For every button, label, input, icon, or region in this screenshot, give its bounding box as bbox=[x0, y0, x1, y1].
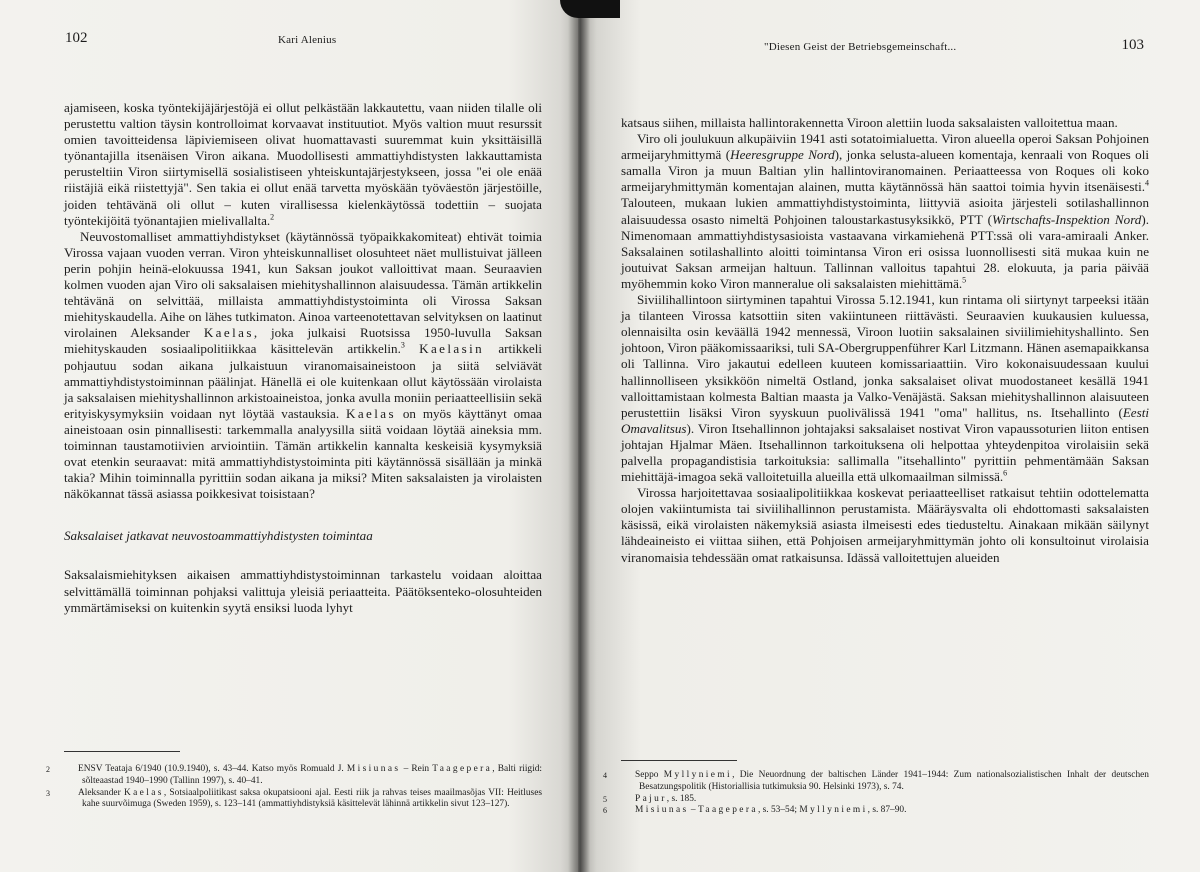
footnote: 2 ENSV Teataja 6/1940 (10.9.1940), s. 43–44. Katso myös Romuald J. Misiunas – Rein Taagepera, Balti riigid: sõlteaastad 1940–1990 (Tallinn 1997), s. 40–41. bbox=[46, 764, 543, 786]
author-name: Kaelas bbox=[203, 325, 254, 341]
spine-top bbox=[560, 0, 620, 18]
author-name: Kaelas bbox=[345, 405, 396, 421]
section-heading: Saksalaiset jatkavat neuvostoammattiyhdistysten toimintaa bbox=[64, 528, 373, 544]
page-number-right: 103 bbox=[1121, 37, 1144, 53]
paragraph: Siviilihallintoon siirtyminen tapahtui Virossa 5.12.1941, kun rintama oli siirtynyt tarpeeksi itään ja tilanteen Virossa katsottiin siten vakiintuneen riittävästi. Seuraavien kuukausien kuluessa, olennaisilta osin keväällä 1942 mennessä, Viroon luotiin saksalainen siviilimiehityshallinto. Sen johtoon, Viron pääkomissaariksi, tuli SA-Obergruppenführer Karl Litzmann. Hänen asemapaikkansa oli Tallinna. Viro jakautui edelleen kuuteen komissariaattiin. Viro kokonaisuudessaan kuului hallinnolliseen yksikköön nimeltä Ostland, jonka saksalaiset olivat muodostaneet kesällä 1941 valloittamistaan kolmesta Baltian maasta ja Valko-Venäjästä. Saksan miehityshallinnon alaisuuteen perustettiin lisäksi Viron syyskuun puolivälissä 1941 "oma" hallitus, ns. Itsehallinto (Eesti Omavalitsus). Viron Itsehallinnon johtajaksi saksalaiset nostivat Viron vapaussoturien liiton entisen johtajan Hjalmar Mäen. Itsehallinnon tarkoituksena oli helpottaa yhteydenpitoa virolaisiin sekä palvella propagandistisia tarkoituksia: sallimalla "itsehallinto" pyrittiin pehmentämään Saksan miehittäjä-imagoa sekä valloitetuilla alueilla että ulkomaailman silmissä.$^6$ bbox=[621, 292, 1149, 485]
footnote: 3 Aleksander Kaelas, Sotsiaalpoliitikast saksa okupatsiooni ajal. Eesti riik ja rahvas teises maailmasõjas VII: Heitluses kahe suurvõimuga (Sweden 1959), s. 123–141 (ammattiyhdistyksiä käsittelevät lähinnä artikkelin sivut 123–127). bbox=[46, 787, 542, 810]
running-head-right: "Diesen Geist der Betriebsgemeinschaft... bbox=[764, 41, 957, 53]
paragraph: Virossa harjoitettavaa sosiaalipolitiikkaa koskevat periaatteelliset ratkaisut tehtiin odottelematta olojen vakiintumista tai siviilihallinnon perustamista. Määräysvalta oli ehdottomasti saksalaisten käsissä, eikä virolaisten näkemyksiä asiasta ilmeisesti edes tiedusteltu. Ainakaan mikään säilynyt lähdeaineisto ei viittaa siihen, että Pohjoisen armeijaryhmittymän johto oli konsultoinut virolaisia viranomaisia tehdessään omat ratkaisunsa. Idässä valloitettujen alueiden bbox=[621, 485, 1149, 565]
page-number-left: 102 bbox=[65, 30, 88, 46]
paragraph: ajamiseen, koska työntekijäjärjestöjä ei ollut pelkästään lakkautettu, vaan niiden tilalle oli perustettu valtion täysin kontrolloimat korvaavat instituutiot. Myös valtion muut resurssit omien tavoitteidensa läpiviemiseen olivat huomattavasti suuremmat kuin yksittäisillä työnantajilla itsenäisen Viron aikana. Muodollisesti ammattiyhdistysten lakkauttamista perusteltiin Viron siirtymisellä sosialistiseen yhteiskuntajärjestykseen, jossa "ei ole enää riistäjiä eikä riistettyjä". Sen takia ei ollut enää tarvetta myöskään työväestön järjestöille, joiden tehtävänä oli ollut – kuten virallisessa kielenkäytössä todettiin – suojata työntekijöitä työnantajien mielivallalta.$^2$ bbox=[64, 100, 542, 228]
left-page bbox=[0, 0, 578, 872]
right-body-text bbox=[621, 115, 1149, 566]
footnote-rule bbox=[64, 751, 180, 752]
paragraph: Viro oli joulukuun alkupäiviin 1941 asti sotatoimialuetta. Viron alueella operoi Saksan Pohjoinen armeijaryhmittymä (Heeresgruppe Nord), jonka selusta-alueen komentaja, kenraali von Roques oli samalla Viron ja muun Baltian ylin hallintoviranomainen. Periaatteessa von Roques oli koko armeijaryhmittymän komentajan alainen, mutta käytännössä hän saattoi toimia hyvin itsenäisesti.$^4$ Talouteen, mukaan lukien ammattiyhdistystoiminta, liittyviä asioita järjesteli sotilashallinnon alaisuudessa osasto nimeltä Pohjoinen taloustarkastusyksikkö, PTT (Wirtschafts-Inspektion Nord). Nimenomaan ammattiyhdistysasioista vastaavana virkamiehenä PTT:ssä oli vara-amiraali Anker. Saksalainen sotilashallinto aloitti toimintansa Viron eri osissa luonnollisesti sitä mukaa kuin ne joutuivat Saksan armeijan haltuun. Tallinnan valloitus tapahtui 28. elokuuta, ja paria päivää myöhemmin koko Viron manneralue oli saksalaisten miehittämä.$^5$ bbox=[621, 131, 1149, 291]
book-gutter-shadow bbox=[568, 0, 590, 872]
paragraph: katsaus siihen, millaista hallintorakennetta Viroon alettiin luoda saksalaisten valloitettua maan. bbox=[621, 115, 1118, 130]
left-footnotes bbox=[46, 764, 543, 811]
left-body-text bbox=[64, 100, 542, 616]
paragraph: Saksalaismiehityksen aikaisen ammattiyhdistystoiminnan tarkastelu voidaan aloittaa selvittämällä toiminnan pohjaksi valittuja yleisiä periaatteita. Päätöksenteko-olosuhteiden ymmärtämiseksi on kuitenkin syytä ensiksi luoda lyhyt bbox=[64, 567, 542, 615]
paragraph: Neuvostomalliset ammattiyhdistykset (käytännössä työpaikkakomiteat) ehtivät toimia Virossa vajaan vuoden verran. Viron yhteiskunnalliset olosuhteet näet mullistuivat jälleen perin pohjin heinä-elokuussa 1941, kun Saksan joukot valloittivat maan. Seuraavien kolmen vuoden ajan Viro oli saksalaisen miehityshallinnon alaisuudessa. Tämän artikkelin tehtävänä on selvittää, millaista ammattiyhdistystoiminta oli Virossa Saksan miehityskaudella. Aihe on lähes tutkimaton. Ainoa varteenotettavan selvityksen on laatinut virolainen Aleksander Kaelas, joka julkaisi Ruotsissa 1950-luvulla Saksan miehityskauden sosiaalipolitiikkaa käsittelevän artikkelin.$^3$ Kaelasin artikkeli pohjautuu sodan aikana julkaistuun viranomaisaineistoon ja siitä selviävät ammattiyhdistystoiminnan päälinjat. Hänellä ei ole kuitenkaan ollut käytössään virolaista ja saksalaisen miehityshallinnon arkistoaineistoa, jonka avulla moniin periaatteellisiin sekä erityiskysymyksiin voidaan nyt löytää vastauksia. Kaelas on myös käyttänyt omaa aineistoaan osin pinnallisesti: tarkemmalla analyysilla siitä voidaan löytää aineksia mm. toiminnan taustamotiivien arviointiin. Tämän artikkelin kannalta keskeisiä kysymyksiä ovat etenkin seuraavat: mitä ammattiyhdistystoiminta piti käytännössä sisällään ja minkä takia? Mihin toiminnalla pyrittiin sodan aikana ja miksi? Miten saksalaisten ja virolaisten näkökannat tässä asiassa poikkesivat toisistaan? bbox=[64, 228, 542, 502]
footnote: 5 Pajur, s. 185. bbox=[603, 793, 697, 804]
running-head-left: Kari Alenius bbox=[278, 34, 337, 46]
footnote-rule bbox=[621, 760, 737, 761]
footnote: 6 Misiunas – Taagepera, s. 53–54; Myllyniemi, s. 87–90. bbox=[603, 805, 907, 816]
right-page bbox=[578, 0, 1200, 872]
footnote: 4 Seppo Myllyniemi, Die Neuordnung der baltischen Länder 1941–1944: Zum nationalsozialistischen Inhalt der deutschen Besatzungspolitik (Historiallisia tutkimuksia 90. Helsinki 1973), s. 74. bbox=[603, 770, 1149, 792]
right-footnotes bbox=[603, 770, 1149, 817]
author-name: Kaelasin bbox=[419, 341, 485, 357]
